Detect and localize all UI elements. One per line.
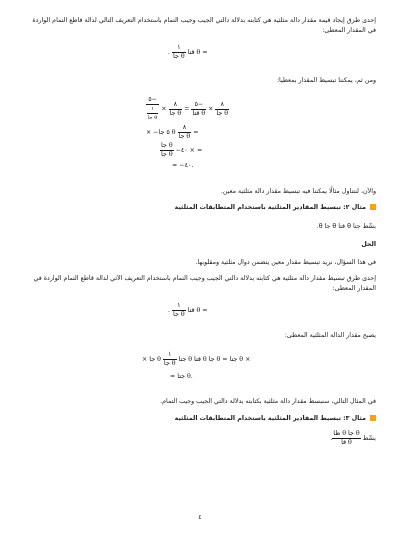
equation-expression-substituted: × جا θ $\frac{١}{\text{جا θ}}$ جتا θ قتا θ جا θ = جتا θ × [142,351,251,367]
orange-bullet-icon [370,204,376,210]
paragraph-transition: والآن، لنتناول مثالًا يمكننا فيه تبسيط مقدار دالة مثلثية معين. [220,188,376,195]
equation-csc-definition: . $\frac{١}{\text{جا θ}}$ قتا θ = [168,44,208,60]
example-2-task: بسِّط جتا θ قتا θ جا θ. [316,223,376,230]
example-2-heading: مثال ٢: تبسيط المقادير المثلثية باستخدام المتطابقات المثلثية [24,203,376,212]
equation-step-1: $\frac{٥-}{\frac{١}{\text{جا θ}}}$ × $\frac{٨}{\text{جا θ}}$ = $\frac{٥-}{\text{قتا θ}}$ × $\frac{٨}{\text{جا θ}}$ [148,96,229,121]
equation-csc-definition-2: . $\frac{١}{\text{جا θ}}$ قتا θ = [168,302,208,318]
example-3-task: بسِّط $\frac{\text{ظا θ جا θ}}{\text{قا θ}}$ . [330,430,376,446]
equation-step-4: = −٤٠. [172,162,194,169]
orange-bullet-icon [370,415,376,421]
paragraph-solution-intro: في هذا السؤال، نريد تبسيط مقدار معين يتضمن دوال مثلثية ومقلوبها. [195,259,376,266]
equation-step-2: × −٥ جا θ $\frac{٨}{\text{جا θ}}$ = [146,124,199,140]
page-number: ٤ [198,514,202,521]
example-3-heading: مثال ٣: تبسيط المقادير المثلثية باستخدام المتطابقات المثلثية [24,414,376,423]
paragraph-next-example: في المثال التالي، سنبسط مقدار دالة مثلثية بكتابته بدلالة دالتي الجيب وجيب التمام. [160,398,376,405]
paragraph-simplify-intro: ومن ثم، يمكننا تبسيط المقدار بمعطيا: [276,77,376,84]
solution-heading: الحل [361,241,376,248]
equation-result: = جتا θ. [170,373,193,380]
equation-step-3: $\frac{\text{جا θ}}{\text{جا θ}}$ −٤٠ × = [161,142,203,158]
paragraph-expression-becomes: يصبح مقدار الدالة المثلثية المعطى: [284,332,376,339]
paragraph-intro: إحدى طرق إيجاد قيمة مقدار دالة مثلثية هي كتابته بدلالة دالتي الجيب وجيب التمام باستخدام التعريف التالي لدالة قاطع التمام الواردة في المقدار المعطى: [32,17,376,34]
paragraph-method: إحدى طرق تبسيط مقدار دالة مثلثية هي كتابته بدلالة دالتي الجيب وجيب التمام باستخدام التعريف الآتي لدالة قاطع التمام الواردة في المقدار المعطى: [33,275,376,292]
